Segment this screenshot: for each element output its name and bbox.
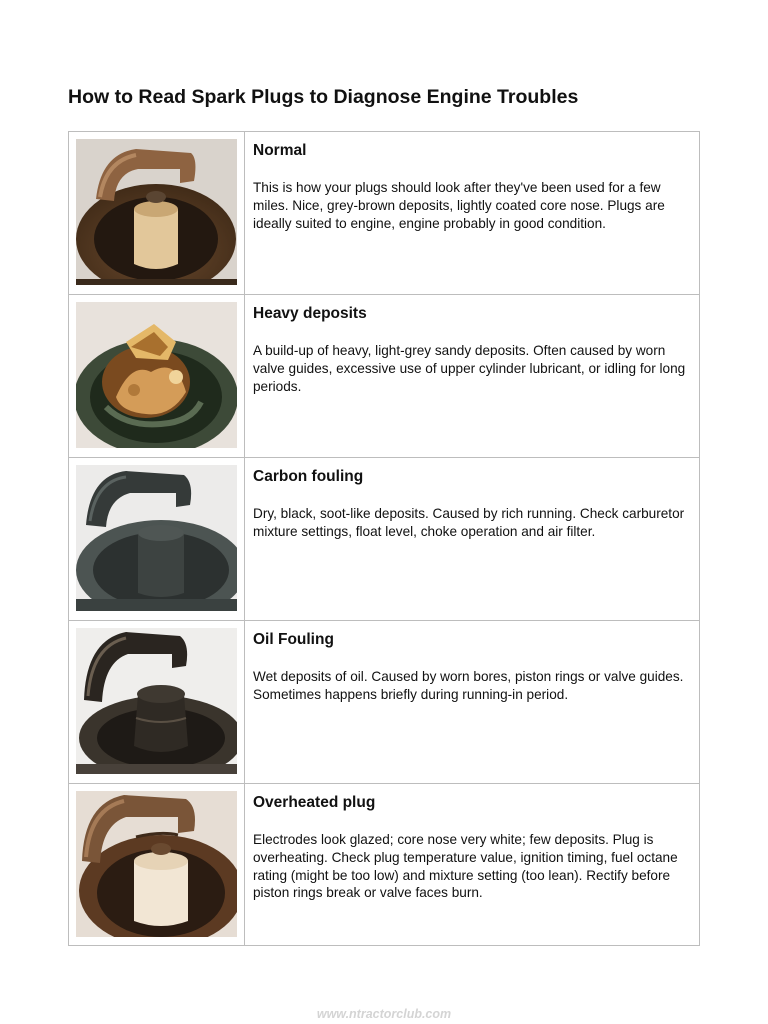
spark-plug-table [68,131,700,946]
image-cell [69,621,245,783]
row-description: Wet deposits of oil. Caused by worn bores, piston rings or valve guides. Sometimes happens briefly during running-in period. [253,669,684,702]
text-cell [245,132,699,294]
image-cell [69,458,245,620]
spark-plug-carbon-fouling-photo [76,465,237,611]
row-description: Electrodes look glazed; core nose very white; few deposits. Plug is overheating. Check plug temperature value, ignition timing, fuel octane rating (might be too low) and mixture setting (too lean). Rectify before piston rings break or valve faces burn. [253,832,678,901]
page-title: How to Read Spark Plugs to Diagnose Engine Troubles [68,86,579,108]
spark-plug-overheated-photo [76,791,237,937]
row-heading: Overheated plug [253,794,376,811]
spark-plug-oil-fouling-photo [76,628,237,774]
spark-plug-heavy-deposits-photo [76,302,237,448]
table-row [69,458,699,621]
table-row [69,295,699,458]
row-description: This is how your plugs should look after they've been used for a few miles. Nice, grey-brown deposits, lightly coated core nose. Plugs are ideally suited to engine, engine probably in good condition. [253,180,665,231]
image-cell [69,132,245,294]
text-cell [245,295,699,457]
row-heading: Carbon fouling [253,468,364,485]
row-heading: Oil Fouling [253,631,334,648]
table-row [69,784,699,945]
table-row [69,132,699,295]
row-description: A build-up of heavy, light-grey sandy deposits. Often caused by worn valve guides, excessive use of upper cylinder lubricant, or idling for long periods. [253,343,686,394]
table-row [69,621,699,784]
footer-watermark: www.ntractorclub.com [316,1007,452,1021]
row-heading: Normal [253,142,307,159]
image-cell [69,784,245,945]
spark-plug-normal-photo [76,139,237,285]
row-description: Dry, black, soot-like deposits. Caused by rich running. Check carburetor mixture settings, float level, choke operation and air filter. [253,506,685,539]
text-cell [245,784,699,945]
text-cell [245,621,699,783]
row-heading: Heavy deposits [253,305,367,322]
text-cell [245,458,699,620]
image-cell [69,295,245,457]
